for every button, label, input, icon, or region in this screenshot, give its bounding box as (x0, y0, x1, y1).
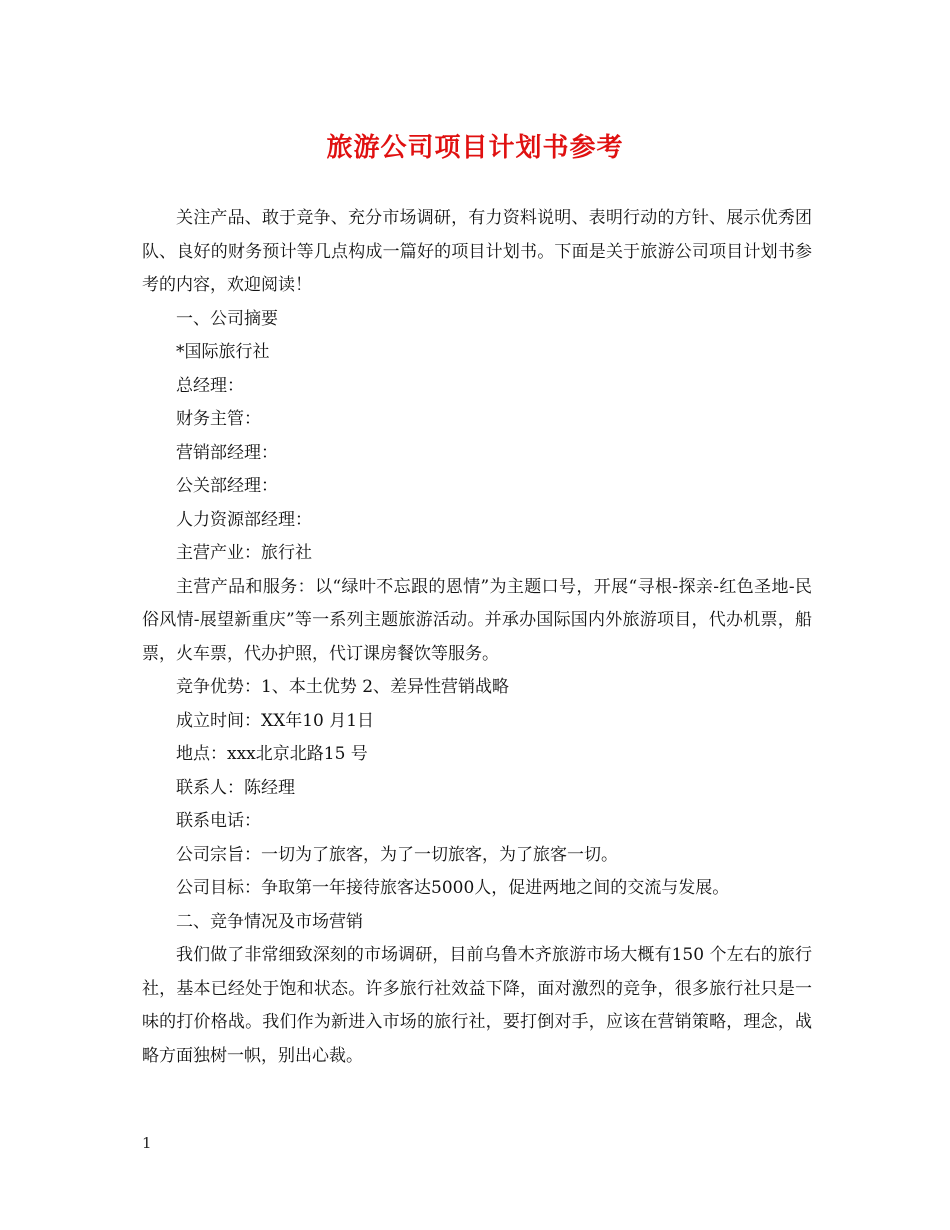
competitive-advantage-line: 竞争优势：1、本土优势 2、差异性营销战略 (176, 677, 510, 697)
contact-person-line: 联系人：陈经理 (176, 777, 295, 798)
page-number: 1 (142, 1134, 152, 1152)
intro-paragraph: 关注产品、敢于竞争、充分市场调研，有力资料说明、表明行动的方针、展示优秀团队、良好的财务预计等几点构成一篇好的项目计划书。下面是关于旅游公司项目计划书参考的内容，欢迎阅读！ (142, 208, 812, 295)
finance-manager-line: 财务主管： (176, 409, 261, 429)
document-body (142, 202, 812, 1073)
company-name-line: *国际旅行社 (176, 342, 270, 362)
marketing-manager-line: 营销部经理： (176, 442, 278, 463)
contact-phone-line: 联系电话： (176, 811, 261, 831)
main-industry-line: 主营产业：旅行社 (176, 543, 312, 563)
company-goal-line: 公司目标：争取第一年接待旅客达5000人，促进两地之间的交流与发展。 (176, 878, 730, 898)
market-research-paragraph: 我们做了非常细致深刻的市场调研，目前乌鲁木齐旅游市场大概有150 个左右的旅行社，基本已经处于饱和状态。许多旅行社效益下降，面对激烈的竞争，很多旅行社只是一味的打价格战。我们作为新进入市场的旅行社，要打倒对手，应该在营销策略，理念，战略方面独树一帜，别出心裁。 (142, 945, 812, 1066)
document-title: 旅游公司项目计划书参考 (326, 133, 624, 163)
products-services-paragraph: 主营产品和服务：以“绿叶不忘跟的恩情”为主题口号，开展“寻根-探亲-红色圣地-民俗风情-展望新重庆”等一系列主题旅游活动。并承办国际国内外旅游项目，代办机票，船票，火车票，代办护照，代订课房餐饮等服务。 (142, 576, 812, 664)
company-purpose-line: 公司宗旨：一切为了旅客，为了一切旅客，为了旅客一切。 (176, 844, 618, 865)
section-heading-competition-marketing: 二、竞争情况及市场营销 (176, 911, 363, 932)
address-line: 地点：xxx北京北路15 号 (176, 744, 368, 764)
hr-manager-line: 人力资源部经理： (176, 509, 312, 530)
pr-manager-line: 公关部经理： (176, 476, 278, 496)
general-manager-line: 总经理： (176, 375, 244, 396)
founding-date-line: 成立时间：XX年10 月1日 (176, 710, 375, 731)
section-heading-company-summary: 一、公司摘要 (176, 308, 278, 329)
